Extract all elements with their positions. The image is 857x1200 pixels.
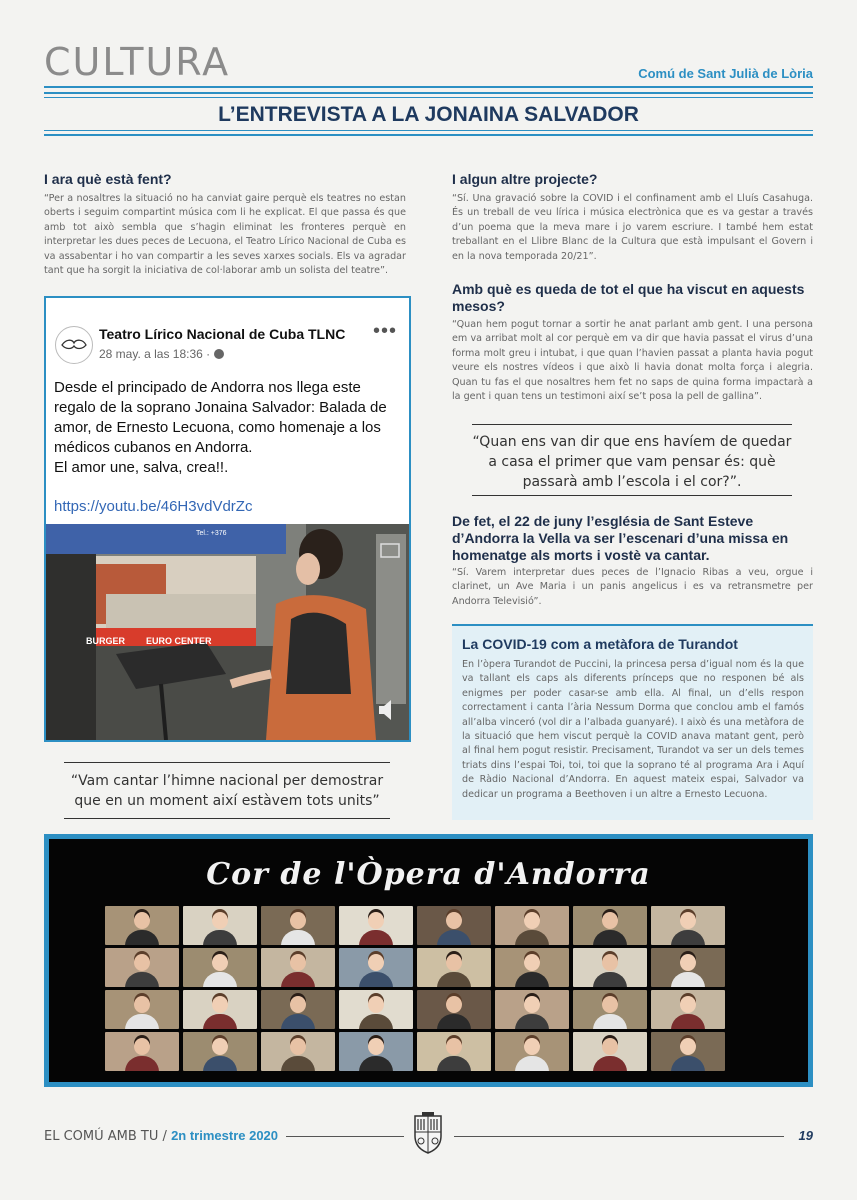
pullquote-1-rule-bottom	[472, 495, 792, 496]
participant-body	[671, 1056, 705, 1071]
question-1: I ara què està fent?	[44, 171, 172, 187]
video-call-tile	[495, 906, 569, 945]
video-call-tile	[105, 906, 179, 945]
video-call-tile	[495, 990, 569, 1029]
video-call-tile	[417, 906, 491, 945]
pullquote-2: “Vam cantar l’himne nacional per demostrar que en un moment així estàvem tots units”	[70, 773, 384, 809]
video-call-tile	[261, 906, 335, 945]
participant-body	[593, 972, 627, 987]
participant-head	[680, 996, 696, 1013]
globe-icon	[214, 349, 224, 359]
participant-body	[203, 1056, 237, 1071]
participant-body	[281, 930, 315, 945]
sidebar-box	[452, 624, 813, 820]
participant-body	[671, 972, 705, 987]
video-scene	[46, 524, 409, 740]
video-call-tile	[651, 990, 725, 1029]
answer-3: “Quan hem pogut tornar a sortir he anat parlant amb gent. I una persona em va arribat molt al cor perquè em va dir que havia passat el virus d’una forma molt greu i intubat, i que quan l’havien passat a planta havia pogut veure els nostres vídeos i que això li havia donat molta força i alegria. Quan tu fas el que nosaltres hem fet no saps de quina forma impactarà a la gent i quan tens un testimoni així se’t posa la pell de gallina”.	[452, 319, 813, 403]
page-avatar	[55, 326, 93, 364]
pullquote-rule-top	[64, 762, 390, 763]
participant-head	[212, 1038, 228, 1055]
video-call-tile	[495, 1032, 569, 1071]
participant-head	[134, 954, 150, 971]
video-call-tile	[339, 990, 413, 1029]
participant-body	[593, 1056, 627, 1071]
participant-head	[602, 912, 618, 929]
footer-rule-left	[286, 1136, 404, 1137]
participant-head	[524, 1038, 540, 1055]
post-text-line-2: El amor une, salva, crea!!.	[54, 459, 229, 476]
participant-head	[368, 912, 384, 929]
page-number: 19	[798, 1128, 813, 1143]
participant-body	[281, 1056, 315, 1071]
video-call-tile	[417, 1032, 491, 1071]
participant-head	[524, 996, 540, 1013]
question-2: I algun altre projecte?	[452, 171, 598, 187]
participant-body	[515, 972, 549, 987]
participant-body	[515, 1014, 549, 1029]
participant-head	[212, 954, 228, 971]
video-call-tile	[651, 906, 725, 945]
sidebar-title: La COVID-19 com a metàfora de Turandot	[462, 636, 738, 652]
participant-body	[359, 972, 393, 987]
video-call-tile	[183, 990, 257, 1029]
more-dots-icon[interactable]: •••	[372, 320, 397, 342]
participant-head	[446, 912, 462, 929]
organization-name: Comú de Sant Julià de Lòria	[638, 66, 813, 81]
post-text	[54, 378, 399, 478]
participant-body	[359, 1014, 393, 1029]
participant-body	[203, 972, 237, 987]
participant-head	[212, 996, 228, 1013]
euro-center-sign: EURO CENTER	[146, 636, 212, 646]
video-call-tile	[339, 906, 413, 945]
participant-body	[359, 930, 393, 945]
participant-body	[203, 1014, 237, 1029]
participant-body	[593, 930, 627, 945]
video-call-tile	[651, 948, 725, 987]
video-call-tile	[651, 1032, 725, 1071]
participant-head	[602, 954, 618, 971]
sidebar-text: En l’òpera Turandot de Puccini, la princesa persa d’igual nom és la que va tallant els caps als diferents prínceps que no responen bé als enigmes per poder casar-se amb ella. Al final, un d’ells respon correctament i canta l’ària Nessum Dorma que conclou amb el famós all’alba vinceró (vol dir a l’albada guanyaré). I això és una metàfora de la situació que hem viscut perquè la COVID anava matant gent, però al final hem pogut resistir. Precisament, Turandot va ser un dels temes triats dins l’espai Toi, toi, toi que la soprano té al programa Ara i Aquí de Ràdio Nacional d’Andorra. En aquest mateix espai, Salvador va dedicar un programa a Beethoven i un altre a Ernesto Lecuona.	[462, 659, 804, 800]
participant-head	[680, 954, 696, 971]
participant-head	[602, 1038, 618, 1055]
participant-head	[290, 996, 306, 1013]
video-call-tile	[573, 990, 647, 1029]
participant-head	[290, 912, 306, 929]
participant-body	[593, 1014, 627, 1029]
choir-title: Cor de l'Òpera d'Andorra	[206, 857, 651, 892]
post-date	[99, 347, 224, 361]
participant-head	[290, 954, 306, 971]
video-call-tile	[183, 948, 257, 987]
video-call-tile	[105, 948, 179, 987]
answer-2: “Sí. Una gravació sobre la COVID i el confinament amb el Lluís Casahuga. És un treball de veu lírica i música electrònica que es va gestar a través d’un poema que la meva mare i jo varem escriure. I també hem estat treballant en el Llibre Blanc de la Cultura que està impulsant el Govern i en la nova temporada 20/21”.	[452, 193, 813, 262]
video-call-tile	[183, 906, 257, 945]
participant-head	[524, 954, 540, 971]
video-call-tile	[573, 906, 647, 945]
footer-separator: /	[162, 1129, 167, 1144]
participant-head	[602, 996, 618, 1013]
participant-body	[671, 1014, 705, 1029]
participant-head	[446, 996, 462, 1013]
participant-head	[446, 954, 462, 971]
video-call-tile	[339, 948, 413, 987]
facebook-post	[44, 296, 411, 742]
pullquote-1-rule-top	[472, 424, 792, 425]
participant-head	[134, 1038, 150, 1055]
video-call-tile	[573, 1032, 647, 1071]
footer-magazine	[44, 1128, 278, 1144]
tel-sign: Tel.: +376	[196, 530, 227, 537]
question-3: Amb què es queda de tot el que ha viscut en aquests mesos?	[452, 281, 805, 314]
participant-body	[125, 972, 159, 987]
footer-rule-right	[454, 1136, 784, 1137]
title-bar	[44, 92, 813, 136]
participant-body	[359, 1056, 393, 1071]
participant-head	[368, 996, 384, 1013]
video-call-tile	[573, 948, 647, 987]
participant-head	[368, 954, 384, 971]
participant-body	[437, 1056, 471, 1071]
participant-head	[680, 1038, 696, 1055]
participant-body	[515, 1056, 549, 1071]
participant-body	[437, 1014, 471, 1029]
video-call-tile	[417, 990, 491, 1029]
video-call-tile	[183, 1032, 257, 1071]
participant-body	[437, 930, 471, 945]
post-link[interactable]: https://youtu.be/46H3vdVdrZc	[54, 498, 253, 515]
header-divider	[44, 86, 813, 88]
participant-head	[212, 912, 228, 929]
section-title: CULTURA	[44, 40, 231, 84]
video-call-tile	[105, 990, 179, 1029]
shop-sign: BURGER	[86, 636, 126, 646]
participant-body	[125, 930, 159, 945]
participant-body	[125, 1014, 159, 1029]
article-title: L’ENTREVISTA A LA JONAINA SALVADOR	[218, 103, 639, 126]
choir-photo	[44, 834, 813, 1087]
video-call-tile	[105, 1032, 179, 1071]
post-text-line-1: Desde el principado de Andorra nos llega este regalo de la soprano Jonaina Salvador: Balada de amor, de Ernesto Lecuona, como homenaje a los médicos cubanos en Andorra.	[54, 379, 387, 456]
participant-head	[368, 1038, 384, 1055]
participant-body	[281, 1014, 315, 1029]
participant-head	[680, 912, 696, 929]
video-call-tile	[261, 948, 335, 987]
coat-of-arms-icon	[412, 1112, 444, 1156]
page-name[interactable]: Teatro Lírico Nacional de Cuba TLNC	[99, 326, 346, 342]
participant-head	[446, 1038, 462, 1055]
choir-photo-inner	[49, 839, 808, 1082]
answer-1: “Per a nosaltres la situació no ha canviat gaire perquè els teatres no estan oberts i seguim compartint música com li he explicat. El que passa és que amb tot això sembla que s’hagin eliminat les fronteres perquè en interpretar les dues peces de Lecuona, el Teatro Lírico Nacional de Cuba es va assabentar i ho van compartir a les seves xarxes socials. Els va agradar tant que ha sorgit la iniciativa de col·laborar amb un solista del teatre”.	[44, 193, 406, 277]
video-call-tile	[339, 1032, 413, 1071]
question-4: De fet, el 22 de juny l’església de Sant Esteve d’Andorra la Vella va ser l’escenari d’una missa en homenatge als morts i vostè va cantar.	[452, 513, 789, 563]
participant-body	[203, 930, 237, 945]
participant-head	[134, 996, 150, 1013]
pullquote-rule-bottom	[64, 818, 390, 819]
magazine-name: EL COMÚ AMB TU	[44, 1129, 159, 1144]
answer-4: “Sí. Varem interpretar dues peces de l’Ignacio Ribas a veu, orgue i clarinet, un Ave Maria i un panis angelicus i es va retransmetre per Andorra Televisió”.	[452, 567, 813, 607]
participant-body	[671, 930, 705, 945]
video-call-tile	[417, 948, 491, 987]
pullquote-1: “Quan ens van dir que ens havíem de quedar a casa el primer que vam pensar és: què passarà amb l’escola i el cor?”.	[472, 434, 792, 490]
video-call-tile	[261, 1032, 335, 1071]
video-thumbnail[interactable]	[46, 524, 409, 740]
participant-body	[515, 930, 549, 945]
participant-body	[281, 972, 315, 987]
participant-head	[290, 1038, 306, 1055]
post-date-text: 28 may. a las 18:36 ·	[99, 347, 214, 361]
participant-head	[134, 912, 150, 929]
participant-body	[125, 1056, 159, 1071]
video-call-tile	[495, 948, 569, 987]
video-call-tile	[261, 990, 335, 1029]
participant-head	[524, 912, 540, 929]
participant-body	[437, 972, 471, 987]
issue-label: 2n trimestre 2020	[171, 1128, 279, 1143]
